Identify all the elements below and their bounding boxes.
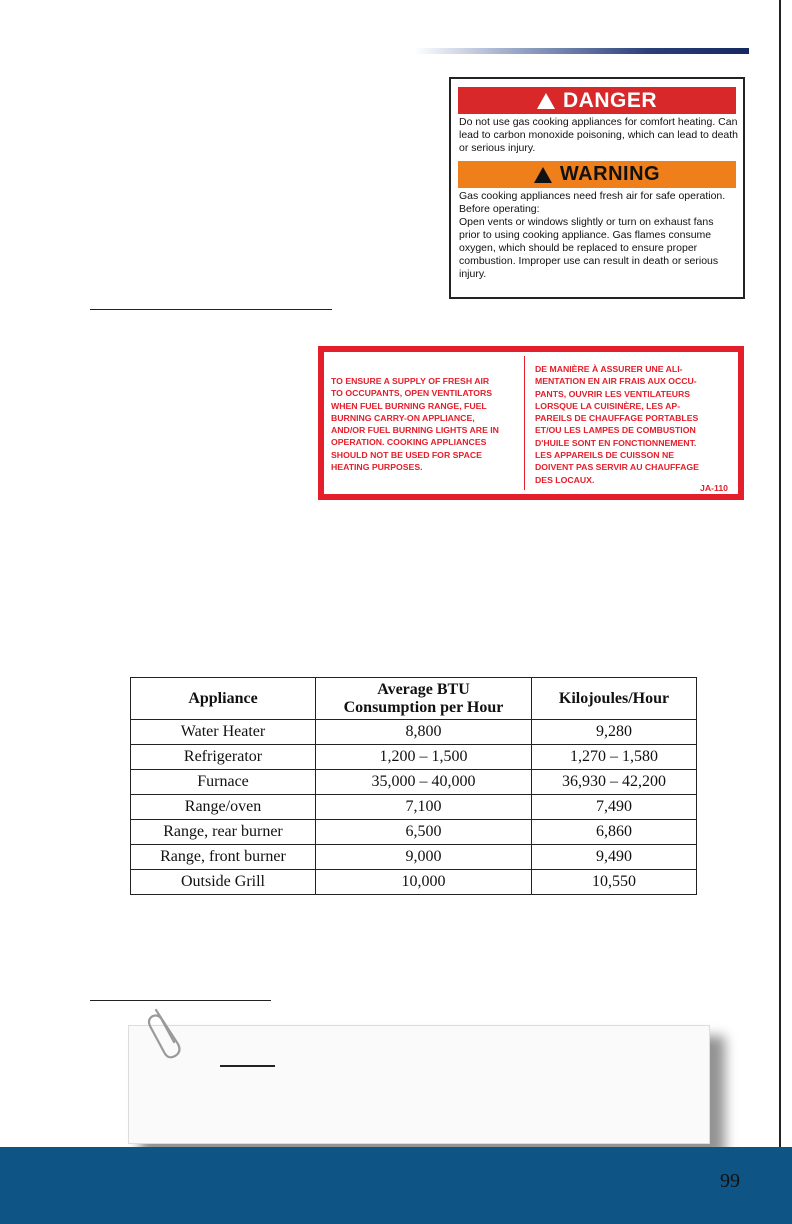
warning-line: combustion. Improper use can result in death or serious — [459, 255, 719, 267]
english-line: SHOULD NOT BE USED FOR SPACE — [331, 449, 482, 460]
cell-kilojoules: 6,860 — [532, 820, 697, 845]
warning-text — [459, 190, 734, 281]
warning-line: Before operating: — [459, 203, 540, 215]
cell-kilojoules: 7,490 — [532, 795, 697, 820]
page-number: 99 — [720, 1170, 740, 1192]
english-line: OPERATION. COOKING APPLIANCES — [331, 437, 487, 448]
english-line: BURNING CARRY-ON APPLIANCE, — [331, 412, 475, 423]
section-underline-1 — [90, 309, 332, 310]
note-heading-underline — [220, 1065, 275, 1067]
cell-appliance: Range, front burner — [131, 845, 316, 870]
english-line: WHEN FUEL BURNING RANGE, FUEL — [331, 400, 487, 411]
danger-line: lead to carbon monoxide poisoning, which can lead to death — [459, 129, 739, 141]
cell-appliance: Range/oven — [131, 795, 316, 820]
french-line: DOIVENT PAS SERVIR AU CHAUFFAGE — [535, 462, 699, 473]
cell-appliance: Outside Grill — [131, 870, 316, 895]
warning-heading: WARNING — [559, 163, 661, 185]
warning-triangle-icon — [537, 93, 555, 109]
english-line: HEATING PURPOSES. — [331, 462, 423, 473]
english-notice — [331, 375, 519, 473]
label-code: JA-110 — [700, 483, 729, 493]
french-notice — [535, 363, 736, 486]
danger-line: Do not use gas cooking appliances for comfort heating. Can — [459, 116, 738, 128]
note-box — [128, 1025, 710, 1144]
table-row — [131, 770, 697, 795]
english-line: TO ENSURE A SUPPLY OF FRESH AIR — [331, 376, 490, 386]
danger-text — [459, 116, 739, 155]
cell-btu: 35,000 – 40,000 — [316, 770, 532, 795]
section-underline-2 — [90, 1000, 271, 1001]
paperclip-icon — [144, 1004, 188, 1062]
footer-band — [0, 1147, 792, 1224]
table-header-row — [131, 678, 697, 720]
btu-consumption-table — [130, 677, 697, 895]
warning-line: Open vents or windows slightly or turn on exhaust fans — [459, 216, 714, 228]
cell-kilojoules: 1,270 – 1,580 — [532, 745, 697, 770]
danger-banner — [458, 87, 736, 114]
warning-line: injury. — [459, 268, 487, 280]
cell-kilojoules: 9,280 — [532, 720, 697, 745]
french-line: DES LOCAUX. — [535, 474, 595, 485]
french-line: D'HUILE SONT EN FONCTIONNEMENT. — [535, 437, 697, 448]
cell-appliance: Water Heater — [131, 720, 316, 745]
warning-line: prior to using cooking appliance. Gas flames consume — [459, 229, 712, 241]
cell-btu: 1,200 – 1,500 — [316, 745, 532, 770]
header-rule — [414, 48, 749, 54]
header-kilojoules: Kilojoules/Hour — [532, 678, 697, 720]
table-row — [131, 820, 697, 845]
french-line: PANTS, OUVRIR LES VENTILATEURS — [535, 388, 691, 399]
cell-btu: 8,800 — [316, 720, 532, 745]
label-divider — [524, 356, 525, 490]
french-line: MENTATION EN AIR FRAIS AUX OCCU- — [535, 376, 697, 387]
english-line: TO OCCUPANTS, OPEN VENTILATORS — [331, 388, 493, 399]
cell-kilojoules: 36,930 – 42,200 — [532, 770, 697, 795]
cell-btu: 10,000 — [316, 870, 532, 895]
warning-line: Gas cooking appliances need fresh air for safe operation. — [459, 190, 726, 202]
danger-line: or serious injury. — [459, 142, 536, 154]
french-line: LORSQUE LA CUISINÈRE, LES AP- — [535, 400, 681, 411]
cell-btu: 7,100 — [316, 795, 532, 820]
cell-appliance: Furnace — [131, 770, 316, 795]
table-row — [131, 870, 697, 895]
table-row — [131, 795, 697, 820]
warning-line: oxygen, which should be replaced to ensure proper — [459, 242, 698, 254]
english-line: AND/OR FUEL BURNING LIGHTS ARE IN — [331, 425, 499, 436]
cell-btu: 9,000 — [316, 845, 532, 870]
french-line: ET/OU LES LAMPES DE COMBUSTION — [535, 425, 696, 436]
french-line: LES APPAREILS DE CUISSON NE — [535, 450, 675, 461]
cell-appliance: Refrigerator — [131, 745, 316, 770]
cell-btu: 6,500 — [316, 820, 532, 845]
warning-triangle-icon — [534, 167, 552, 183]
cell-appliance: Range, rear burner — [131, 820, 316, 845]
cell-kilojoules: 10,550 — [532, 870, 697, 895]
header-btu: Average BTU Consumption per Hour — [316, 678, 532, 720]
french-line: DE MANIÈRE À ASSURER UNE ALI- — [535, 364, 683, 374]
warning-banner — [458, 161, 736, 188]
french-line: PAREILS DE CHAUFFAGE PORTABLES — [535, 413, 699, 424]
page-edge-line — [779, 0, 781, 1150]
header-appliance: Appliance — [131, 678, 316, 720]
table-row — [131, 845, 697, 870]
table-row — [131, 720, 697, 745]
cell-kilojoules: 9,490 — [532, 845, 697, 870]
danger-heading: DANGER — [562, 88, 657, 112]
table-row — [131, 745, 697, 770]
